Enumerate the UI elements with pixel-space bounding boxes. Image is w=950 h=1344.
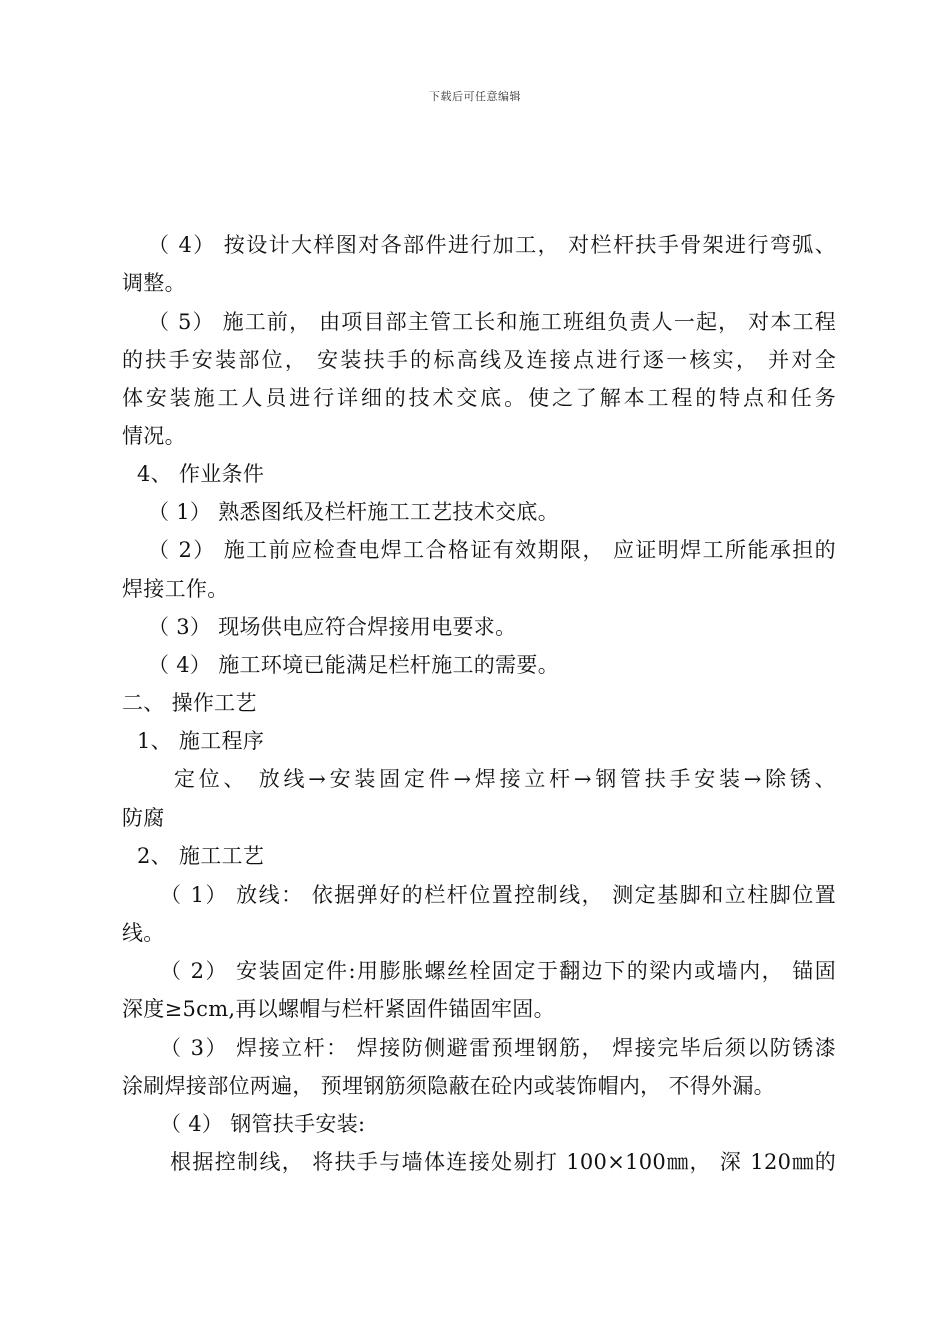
section-heading: 二、 操作工艺 bbox=[122, 691, 257, 715]
section-heading: 1、 施工程序 bbox=[137, 729, 265, 753]
text-line: 防腐 bbox=[122, 806, 165, 830]
text-line: 涂刷焊接部位两遍， 预埋钢筋须隐蔽在砼内或装饰帽内， 不得外漏。 bbox=[122, 1074, 775, 1098]
text-line: （ 4） 施工环境已能满足栏杆施工的需要。 bbox=[148, 653, 560, 677]
text-line: （ 4） 按设计大样图对各部件进行加工， 对栏杆扶手骨架进行弯弧、 bbox=[148, 233, 836, 257]
text-line: （ 3） 现场供电应符合焊接用电要求。 bbox=[148, 615, 517, 639]
text-line: （ 3） 焊接立杆： 焊接防侧避雷预埋钢筋， 焊接完毕后须以防锈漆 bbox=[160, 1036, 836, 1060]
section-heading: 4、 作业条件 bbox=[137, 462, 265, 486]
header-note: 下载后可任意编辑 bbox=[429, 90, 521, 103]
text-line: （ 4） 钢管扶手安装: bbox=[160, 1112, 366, 1136]
text-line: （ 1） 放线： 依据弹好的栏杆位置控制线， 测定基脚和立柱脚位置 bbox=[160, 883, 836, 907]
text-line: 情况。 bbox=[122, 424, 186, 448]
text-line: （ 1） 熟悉图纸及栏杆施工工艺技术交底。 bbox=[148, 500, 560, 524]
text-line: 的扶手安装部位， 安装扶手的标高线及连接点进行逐一核实， 并对全 bbox=[122, 348, 836, 372]
text-line: 根据控制线， 将扶手与墙体连接处剔打 100×100㎜， 深 120㎜的 bbox=[170, 1150, 836, 1174]
text-line: 调整。 bbox=[122, 271, 186, 295]
section-heading: 2、 施工工艺 bbox=[137, 844, 265, 868]
text-line: 焊接工作。 bbox=[122, 577, 229, 601]
text-line: 定位、 放线→安装固定件→焊接立杆→钢管扶手安装→除锈、 bbox=[174, 767, 836, 791]
text-line: （ 2） 施工前应检查电焊工合格证有效期限， 应证明焊工所能承担的 bbox=[148, 538, 836, 562]
text-line: 深度≥5cm,再以螺帽与栏杆紧固件锚固牢固。 bbox=[122, 997, 555, 1021]
text-line: 线。 bbox=[122, 921, 165, 945]
text-line: （ 5） 施工前， 由项目部主管工长和施工班组负责人一起， 对本工程 bbox=[148, 310, 836, 334]
text-line: （ 2） 安装固定件:用膨胀螺丝栓固定于翻边下的梁内或墙内， 锚固 bbox=[160, 959, 836, 983]
text-line: 体安装施工人员进行详细的技术交底。使之了解本工程的特点和任务 bbox=[122, 386, 836, 410]
